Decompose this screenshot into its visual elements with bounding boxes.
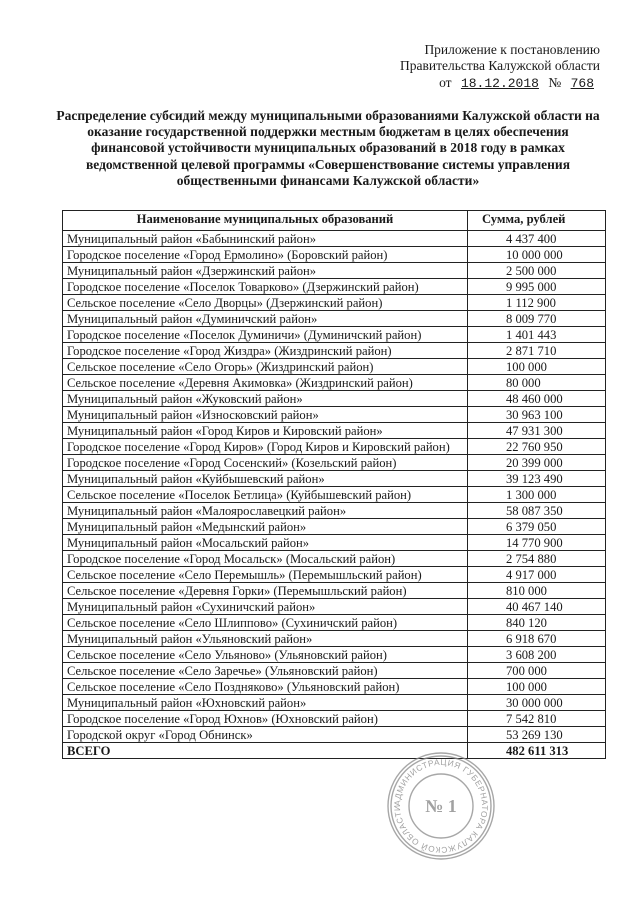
municipality-name: Муниципальный район «Сухиничский район» bbox=[63, 599, 468, 615]
municipality-name: Сельское поселение «Село Шлиппово» (Сухиничский район) bbox=[63, 615, 468, 631]
table-row bbox=[63, 631, 606, 647]
table-row bbox=[63, 647, 606, 663]
table-row bbox=[63, 663, 606, 679]
municipality-name: Муниципальный район «Куйбышевский район» bbox=[63, 471, 468, 487]
table-row bbox=[63, 615, 606, 631]
official-seal bbox=[385, 750, 497, 862]
subsidy-amount: 4 437 400 bbox=[468, 231, 606, 247]
table-row bbox=[63, 599, 606, 615]
municipality-name: Городское поселение «Поселок Товарково» (Дзержинский район) bbox=[63, 279, 468, 295]
table-row bbox=[63, 727, 606, 743]
municipality-name: Муниципальный район «Дзержинский район» bbox=[63, 263, 468, 279]
seal-center-text: № 1 bbox=[425, 796, 457, 816]
subsidy-table bbox=[62, 210, 606, 759]
subsidy-amount: 10 000 000 bbox=[468, 247, 606, 263]
table-row bbox=[63, 519, 606, 535]
municipality-name: Сельское поселение «Деревня Горки» (Перемышльский район) bbox=[63, 583, 468, 599]
subsidy-amount: 100 000 bbox=[468, 359, 606, 375]
subsidy-amount: 53 269 130 bbox=[468, 727, 606, 743]
subsidy-amount: 3 608 200 bbox=[468, 647, 606, 663]
municipality-name: Муниципальный район «Ульяновский район» bbox=[63, 631, 468, 647]
table-row bbox=[63, 295, 606, 311]
subsidy-amount: 1 401 443 bbox=[468, 327, 606, 343]
municipality-name: Муниципальный район «Город Киров и Кировский район» bbox=[63, 423, 468, 439]
table-header-row bbox=[63, 211, 606, 231]
table-row bbox=[63, 375, 606, 391]
table-row bbox=[63, 679, 606, 695]
header-line-2: Правительства Калужской области bbox=[399, 58, 600, 73]
table-row bbox=[63, 359, 606, 375]
table-row bbox=[63, 503, 606, 519]
number-sign: № bbox=[548, 75, 562, 90]
municipality-name: Муниципальный район «Медынский район» bbox=[63, 519, 468, 535]
municipality-name: Сельское поселение «Село Перемышль» (Перемышльский район) bbox=[63, 567, 468, 583]
subsidy-amount: 700 000 bbox=[468, 663, 606, 679]
municipality-name: Муниципальный район «Мосальский район» bbox=[63, 535, 468, 551]
subsidy-amount: 2 754 880 bbox=[468, 551, 606, 567]
resolution-date: 18.12.2018 bbox=[460, 76, 539, 91]
municipality-name: Муниципальный район «Думиничский район» bbox=[63, 311, 468, 327]
municipality-name: Сельское поселение «Село Огорь» (Жиздринский район) bbox=[63, 359, 468, 375]
table-row bbox=[63, 407, 606, 423]
subsidy-amount: 8 009 770 bbox=[468, 311, 606, 327]
subsidy-amount: 2 500 000 bbox=[468, 263, 606, 279]
municipality-name: Муниципальный район «Малоярославецкий район» bbox=[63, 503, 468, 519]
subsidy-amount: 4 917 000 bbox=[468, 567, 606, 583]
subsidy-amount: 6 918 670 bbox=[468, 631, 606, 647]
subsidy-amount: 9 995 000 bbox=[468, 279, 606, 295]
table-row bbox=[63, 583, 606, 599]
subsidy-amount: 47 931 300 bbox=[468, 423, 606, 439]
subsidy-amount: 22 760 950 bbox=[468, 439, 606, 455]
subsidy-amount: 58 087 350 bbox=[468, 503, 606, 519]
table-row bbox=[63, 695, 606, 711]
subsidy-amount: 40 467 140 bbox=[468, 599, 606, 615]
municipality-name: Муниципальный район «Юхновский район» bbox=[63, 695, 468, 711]
municipality-name: Городское поселение «Город Мосальск» (Мосальский район) bbox=[63, 551, 468, 567]
municipality-name: Сельское поселение «Деревня Акимовка» (Жиздринский район) bbox=[63, 375, 468, 391]
subsidy-amount: 7 542 810 bbox=[468, 711, 606, 727]
municipality-name: Муниципальный район «Бабынинский район» bbox=[63, 231, 468, 247]
date-prefix: от bbox=[439, 75, 452, 90]
table-row bbox=[63, 711, 606, 727]
column-header-name: Наименование муниципальных образований bbox=[63, 211, 468, 231]
table-row bbox=[63, 439, 606, 455]
municipality-name: Сельское поселение «Село Заречье» (Ульяновский район) bbox=[63, 663, 468, 679]
table-row bbox=[63, 391, 606, 407]
subsidy-amount: 6 379 050 bbox=[468, 519, 606, 535]
table-row bbox=[63, 247, 606, 263]
table-row bbox=[63, 455, 606, 471]
resolution-number: 768 bbox=[570, 76, 594, 91]
total-label: ВСЕГО bbox=[63, 743, 468, 759]
table-row bbox=[63, 327, 606, 343]
subsidy-amount: 48 460 000 bbox=[468, 391, 606, 407]
municipality-name: Городской округ «Город Обнинск» bbox=[63, 727, 468, 743]
subsidy-amount: 20 399 000 bbox=[468, 455, 606, 471]
table-row bbox=[63, 231, 606, 247]
table-row bbox=[63, 535, 606, 551]
subsidy-amount: 14 770 900 bbox=[468, 535, 606, 551]
subsidy-amount: 39 123 490 bbox=[468, 471, 606, 487]
subsidy-amount: 30 963 100 bbox=[468, 407, 606, 423]
table-row bbox=[63, 487, 606, 503]
municipality-name: Муниципальный район «Жуковский район» bbox=[63, 391, 468, 407]
total-sum: 482 611 313 bbox=[468, 743, 606, 759]
subsidy-amount: 100 000 bbox=[468, 679, 606, 695]
table-row bbox=[63, 471, 606, 487]
subsidy-amount: 810 000 bbox=[468, 583, 606, 599]
municipality-name: Городское поселение «Город Ермолино» (Боровский район) bbox=[63, 247, 468, 263]
subsidy-amount: 1 300 000 bbox=[468, 487, 606, 503]
municipality-name: Муниципальный район «Износковский район» bbox=[63, 407, 468, 423]
subsidy-amount: 840 120 bbox=[468, 615, 606, 631]
subsidy-amount: 80 000 bbox=[468, 375, 606, 391]
municipality-name: Сельское поселение «Село Поздняково» (Ульяновский район) bbox=[63, 679, 468, 695]
header-line-1: Приложение к постановлению bbox=[424, 42, 600, 57]
municipality-name: Городское поселение «Поселок Думиничи» (Думиничский район) bbox=[63, 327, 468, 343]
subsidy-amount: 30 000 000 bbox=[468, 695, 606, 711]
municipality-name: Городское поселение «Город Сосенский» (Козельский район) bbox=[63, 455, 468, 471]
subsidy-amount: 2 871 710 bbox=[468, 343, 606, 359]
column-header-sum: Сумма, рублей bbox=[468, 211, 606, 231]
municipality-name: Сельское поселение «Поселок Бетлица» (Куйбышевский район) bbox=[63, 487, 468, 503]
municipality-name: Сельское поселение «Село Дворцы» (Дзержинский район) bbox=[63, 295, 468, 311]
total-row bbox=[63, 743, 606, 759]
seal-ring-text: АДМИНИСТРАЦИЯ ГУБЕРНАТОРА КАЛУЖСКОЙ ОБЛАСТИ bbox=[391, 756, 491, 856]
table-row bbox=[63, 311, 606, 327]
municipality-name: Городское поселение «Город Киров» (Город Киров и Кировский район) bbox=[63, 439, 468, 455]
table-row bbox=[63, 567, 606, 583]
table-row bbox=[63, 551, 606, 567]
municipality-name: Городское поселение «Город Юхнов» (Юхновский район) bbox=[63, 711, 468, 727]
table-row bbox=[63, 279, 606, 295]
document-title: Распределение субсидий между муниципальными образованиями Калужской области на оказание государственной поддержки местным бюджетам в целях обеспечения финансовой устойчивости муниципальных образований в 2018 году в рамках ведомственной целевой программы «Совершенствование системы управления общественными финансами Калужской области» bbox=[56, 108, 600, 188]
municipality-name: Сельское поселение «Село Ульяново» (Ульяновский район) bbox=[63, 647, 468, 663]
table-row bbox=[63, 423, 606, 439]
municipality-name: Городское поселение «Город Жиздра» (Жиздринский район) bbox=[63, 343, 468, 359]
subsidy-amount: 1 112 900 bbox=[468, 295, 606, 311]
header-date-line bbox=[439, 75, 600, 92]
table-row bbox=[63, 263, 606, 279]
table-row bbox=[63, 343, 606, 359]
